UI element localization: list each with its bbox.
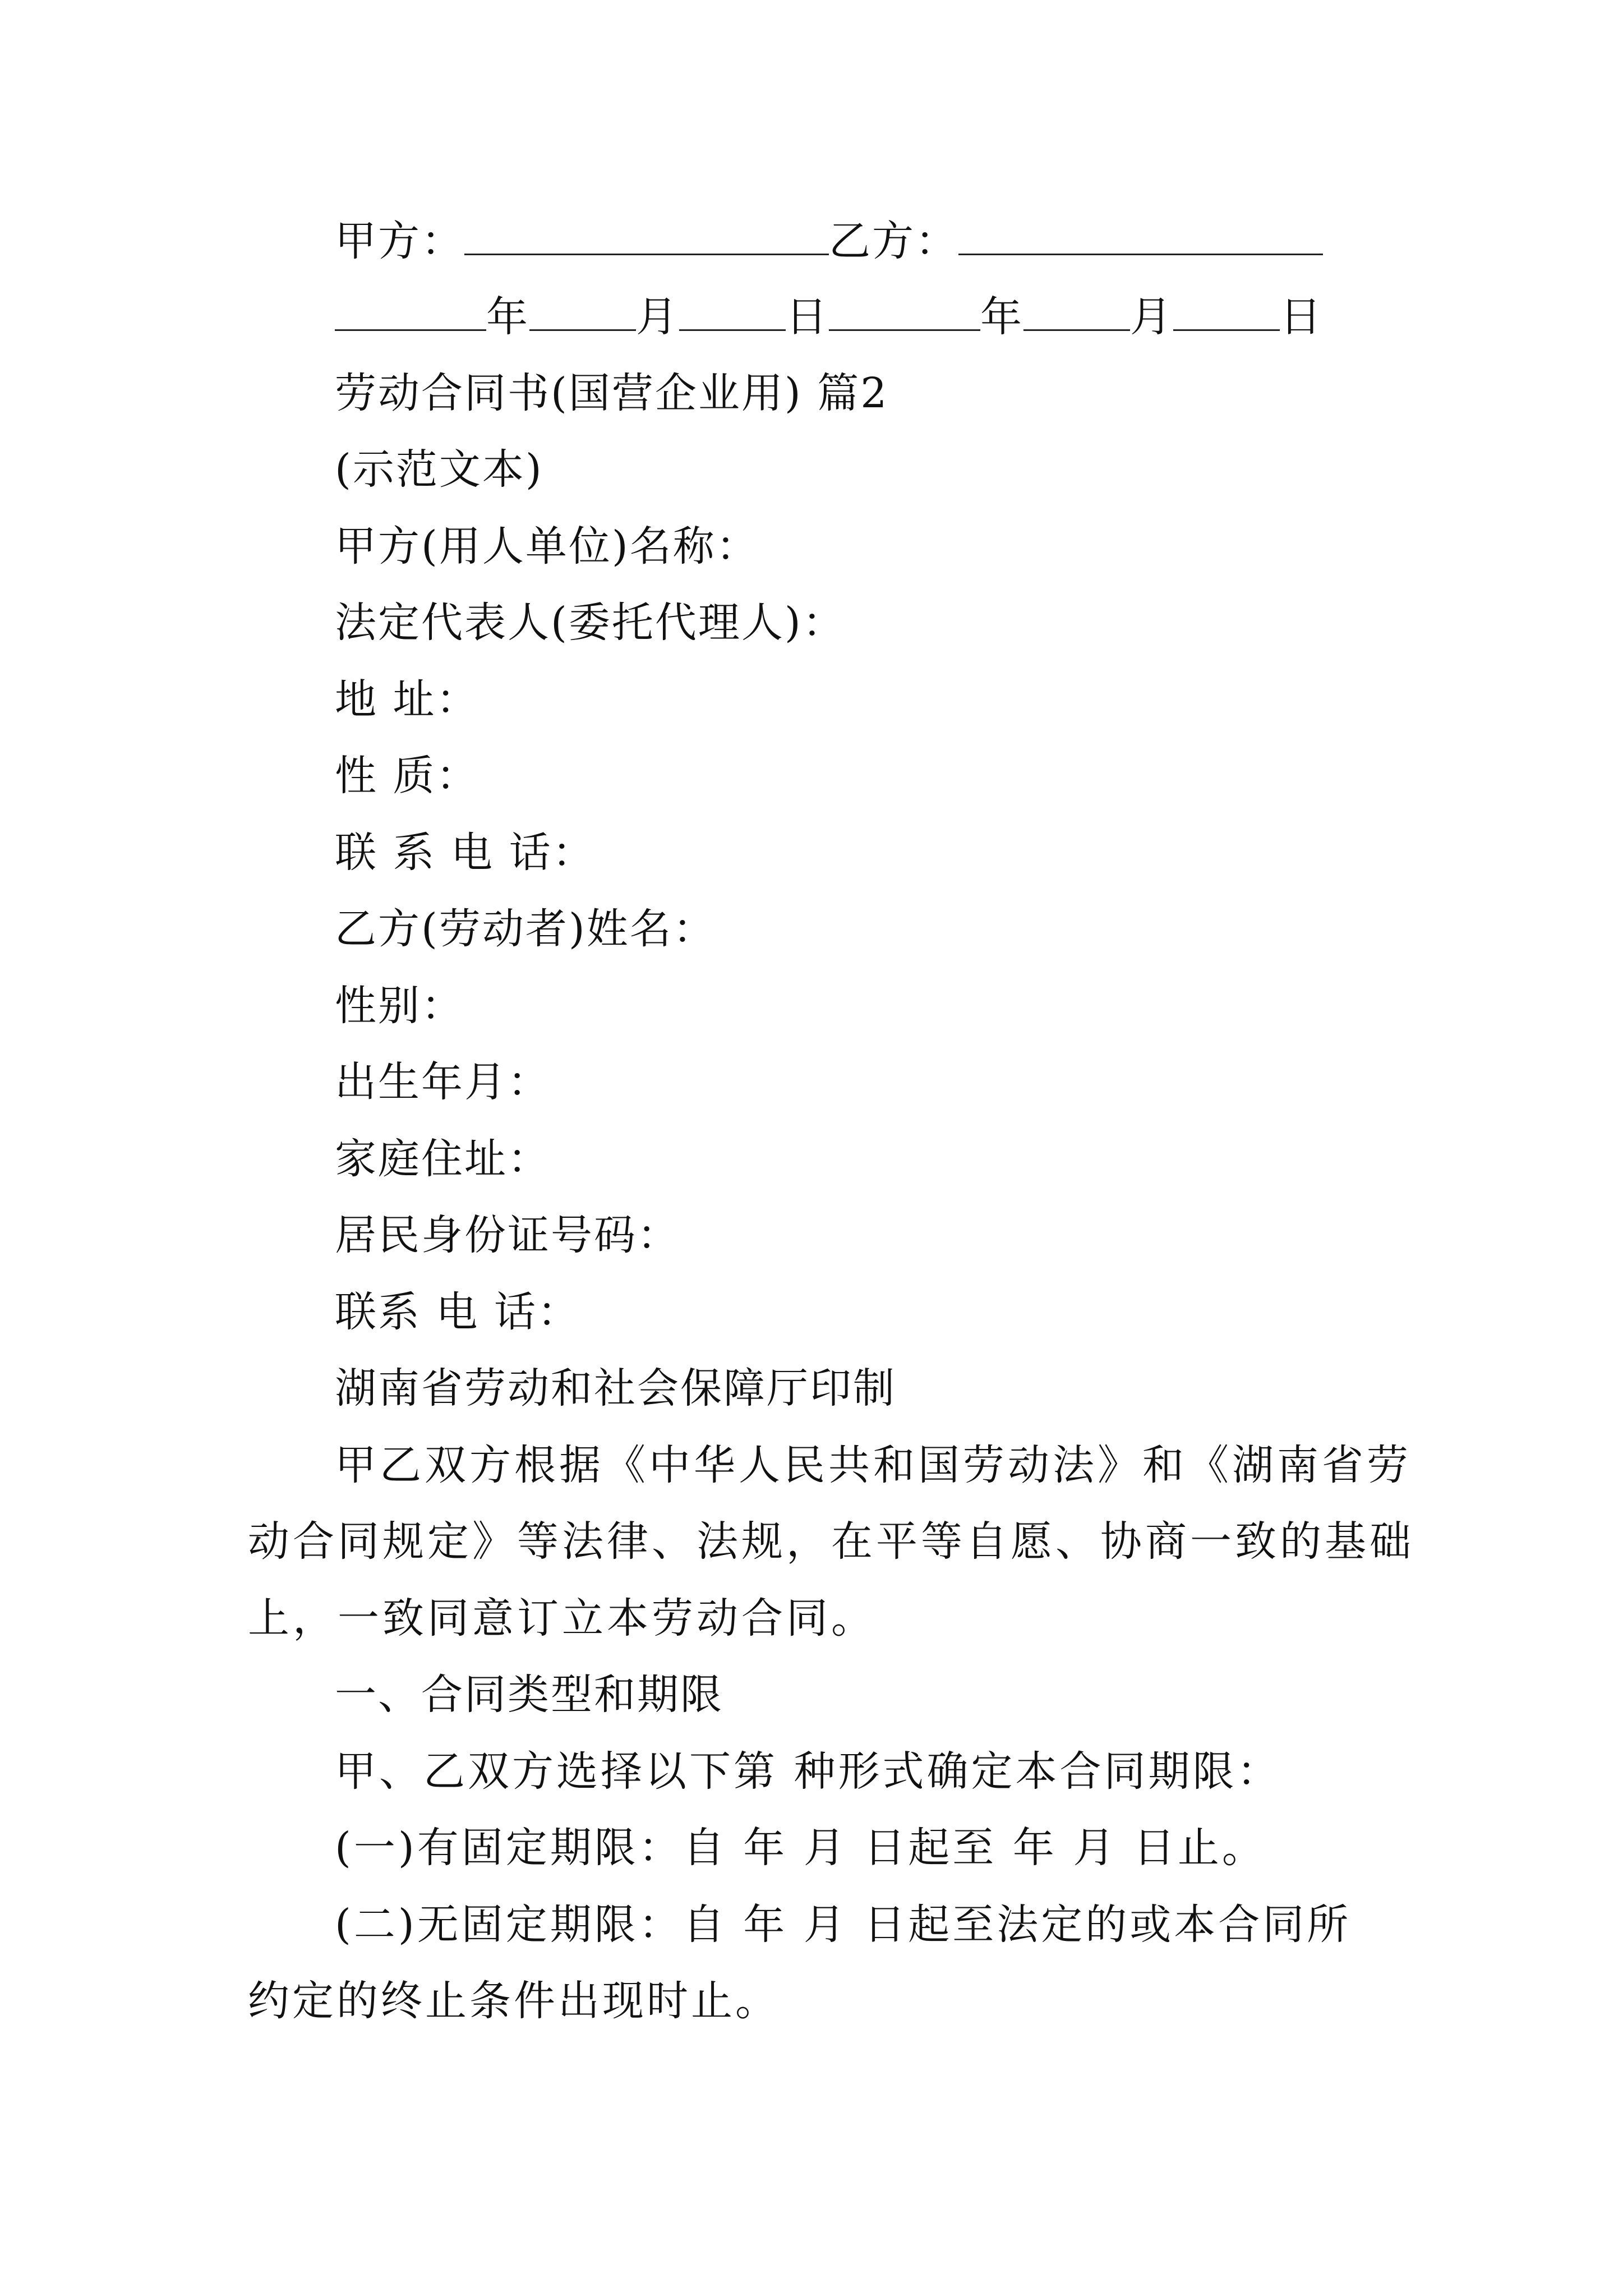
employer-address-field: 地 址： xyxy=(335,675,479,724)
employee-name-field: 乙方(劳动者)姓名： xyxy=(335,905,716,953)
party-b-month-label: 月 xyxy=(1130,293,1173,341)
preamble-line-2: 动合同规定》等法律、法规，在平等自愿、协商一致的基础 xyxy=(248,1517,1414,1566)
party-b-year-blank xyxy=(829,296,980,331)
employer-name-field: 甲方(用人单位)名称： xyxy=(335,522,759,570)
employee-home-address-field: 家庭住址： xyxy=(335,1135,551,1183)
preamble-line-3: 上，一致同意订立本劳动合同。 xyxy=(248,1594,876,1642)
printed-by-line: 湖南省劳动和社会保障厅印制 xyxy=(335,1364,896,1412)
preamble-line-1: 甲乙双方根据《中华人民共和国劳动法》和《湖南省劳 xyxy=(335,1441,1412,1489)
section-1-intro: 甲、乙双方选择以下第 种形式确定本合同期限： xyxy=(335,1747,1281,1796)
party-a-year-blank xyxy=(335,296,486,331)
party-a-year-label: 年 xyxy=(486,293,529,341)
document-subheading: (示范文本) xyxy=(335,445,543,494)
party-a-day-blank xyxy=(679,296,786,331)
party-b-year-label: 年 xyxy=(980,293,1023,341)
employer-nature-field: 性 质： xyxy=(335,752,479,800)
employer-legal-rep-field: 法定代表人(委托代理人)： xyxy=(335,599,846,647)
party-a-month-blank xyxy=(529,296,636,331)
party-a-blank xyxy=(464,220,829,255)
party-b-month-blank xyxy=(1023,296,1130,331)
employer-phone-field: 联 系 电 话： xyxy=(335,829,596,877)
party-b-day-label: 日 xyxy=(1280,293,1323,341)
party-a-month-label: 月 xyxy=(636,293,679,341)
option-2-line-2: 约定的终止条件出现时止。 xyxy=(248,1977,780,2025)
employee-phone-field: 联系 电 话： xyxy=(335,1288,581,1336)
party-a-day-label: 日 xyxy=(786,293,829,341)
party-a-label: 甲方： xyxy=(335,217,464,265)
section-1-title: 一、合同类型和期限 xyxy=(335,1671,723,1719)
employee-gender-field: 性别： xyxy=(335,982,464,1030)
employee-id-number-field: 居民身份证号码： xyxy=(335,1211,680,1259)
date-row xyxy=(335,293,1323,341)
employee-birth-field: 出生年月： xyxy=(335,1058,551,1106)
document-heading: 劳动合同书(国营企业用) 篇2 xyxy=(335,369,889,417)
option-2-line-1: (二)无固定期限：自 年 月 日起至法定的或本合同所 xyxy=(335,1901,1352,1949)
party-b-label: 乙方： xyxy=(829,217,958,265)
party-b-blank xyxy=(958,220,1323,255)
party-b-day-blank xyxy=(1173,296,1280,331)
option-1-fixed-term: (一)有固定期限：自 年 月 日起至 年 月 日止。 xyxy=(335,1824,1266,1872)
signature-row xyxy=(335,217,1323,265)
